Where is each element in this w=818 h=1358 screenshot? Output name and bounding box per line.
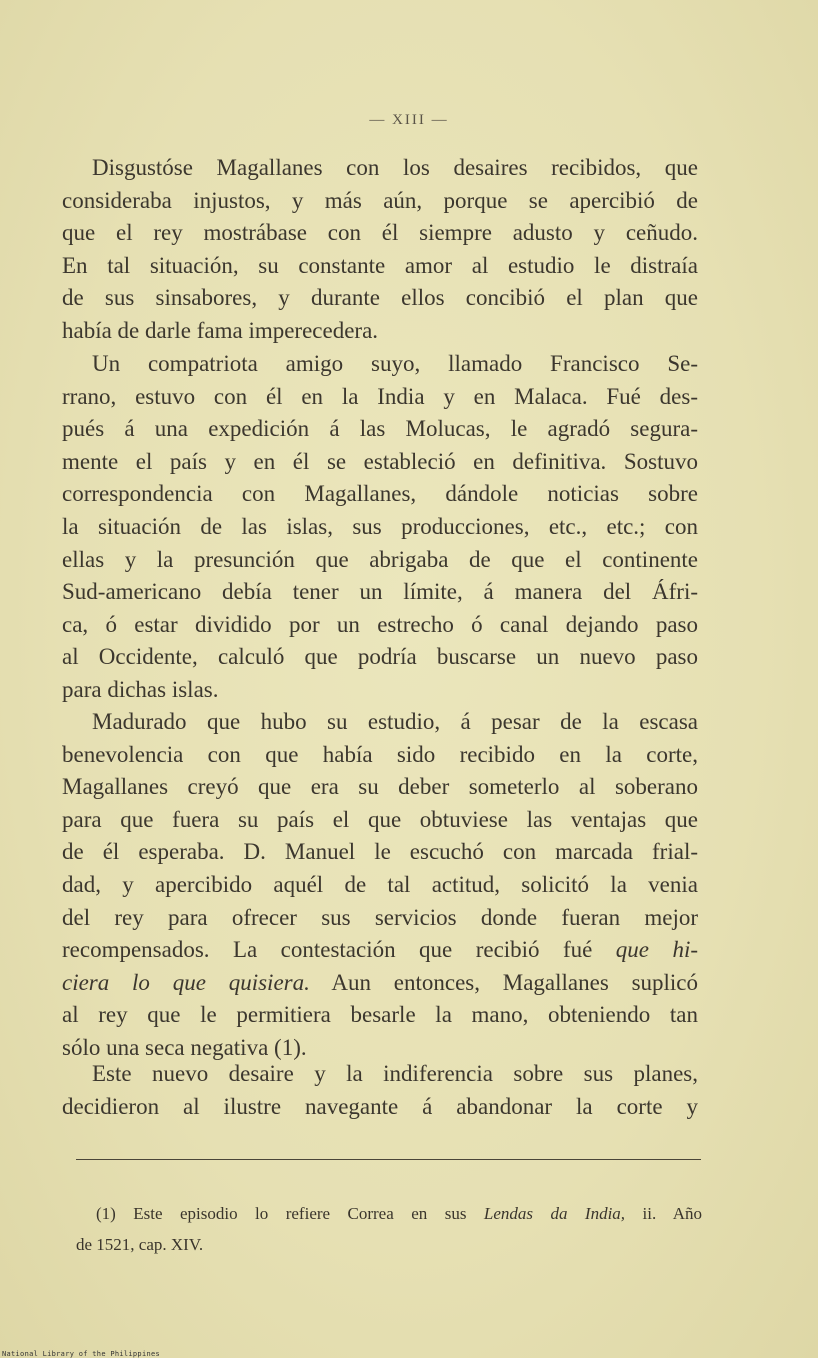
- text-line: pués á una expedición á las Molucas, le agradó segura-: [62, 416, 698, 442]
- footnote-line: [76, 1198, 702, 1229]
- text-line: [62, 967, 698, 1000]
- text-line: había de darle fama imperecedera.: [62, 317, 379, 343]
- text-line: consideraba injustos, y más aún, porque se apercibió de: [62, 187, 698, 213]
- italic-quote: que hi-: [615, 937, 698, 963]
- footnote-line: de 1521, cap. XIV.: [76, 1235, 204, 1254]
- text-fragment: recompensados. La contestación que recibió fué: [62, 937, 616, 963]
- text-line: la situación de las islas, sus producciones, etc., etc.; con: [62, 513, 698, 539]
- text-line: de él esperaba. D. Manuel le escuchó con marcada frial-: [62, 839, 698, 865]
- text-line: ca, ó estar dividido por un estrecho ó canal dejando paso: [62, 611, 698, 637]
- text-line: correspondencia con Magallanes, dándole noticias sobre: [62, 481, 698, 507]
- text-line: para que fuera su país el que obtuviese las ventajas que: [62, 806, 698, 832]
- text-fragment: ii. Año: [625, 1204, 702, 1223]
- italic-quote: ciera lo que quisiera.: [62, 969, 310, 995]
- paragraph-4: [62, 1058, 698, 1123]
- text-line: ellas y la presunción que abrigaba de que el continente: [62, 546, 698, 572]
- text-fragment: (1) Este episodio lo refiere Correa en sus: [96, 1204, 484, 1223]
- text-line: Madurado que hubo su estudio, á pesar de la escasa: [92, 709, 698, 734]
- text-line: Un compatriota amigo suyo, llamado Francisco Se-: [92, 351, 698, 376]
- text-line: Sud-americano debía tener un límite, á manera del Áfri-: [62, 579, 698, 605]
- text-line: de sus sinsabores, y durante ellos concibió el plan que: [62, 285, 698, 311]
- footnote: [76, 1198, 702, 1260]
- text-line: sólo una seca negativa (1).: [62, 1034, 307, 1060]
- text-line: que el rey mostrábase con él siempre adusto y ceñudo.: [62, 220, 698, 246]
- text-line: Este nuevo desaire y la indiferencia sobre sus planes,: [92, 1061, 698, 1086]
- text-line: [62, 934, 698, 967]
- text-line: dad, y apercibido aquél de tal actitud, solicitó la venia: [62, 871, 698, 897]
- paragraph-2: [62, 348, 698, 707]
- text-line: decidieron al ilustre navegante á abandonar la corte y: [62, 1093, 698, 1119]
- text-line: Disgustóse Magallanes con los desaires recibidos, que: [92, 155, 698, 180]
- paragraph-1: [62, 152, 698, 348]
- text-line: al Occidente, calculó que podría buscarse un nuevo paso: [62, 644, 698, 670]
- text-line: rrano, estuvo con él en la India y en Malaca. Fué des-: [62, 383, 698, 409]
- italic-title: Lendas da India,: [483, 1204, 626, 1223]
- text-line: mente el país y en él se estableció en definitiva. Sostuvo: [62, 448, 698, 474]
- page-number-header: — XIII —: [369, 112, 449, 128]
- text-line: Magallanes creyó que era su deber someterlo al soberano: [62, 774, 698, 800]
- text-line: al rey que le permitiera besarle la mano, obteniendo tan: [62, 1002, 698, 1028]
- text-line: para dichas islas.: [62, 676, 219, 702]
- library-credit: National Library of the Philippines: [2, 1350, 161, 1358]
- footnote-divider: [76, 1159, 701, 1160]
- text-line: En tal situación, su constante amor al estudio le distraía: [62, 252, 698, 278]
- text-line: benevolencia con que había sido recibido en la corte,: [62, 741, 698, 767]
- paragraph-3: [62, 706, 698, 1065]
- text-line: del rey para ofrecer sus servicios donde fueran mejor: [62, 904, 698, 930]
- text-fragment: Aun entonces, Magallanes suplicó: [309, 969, 699, 995]
